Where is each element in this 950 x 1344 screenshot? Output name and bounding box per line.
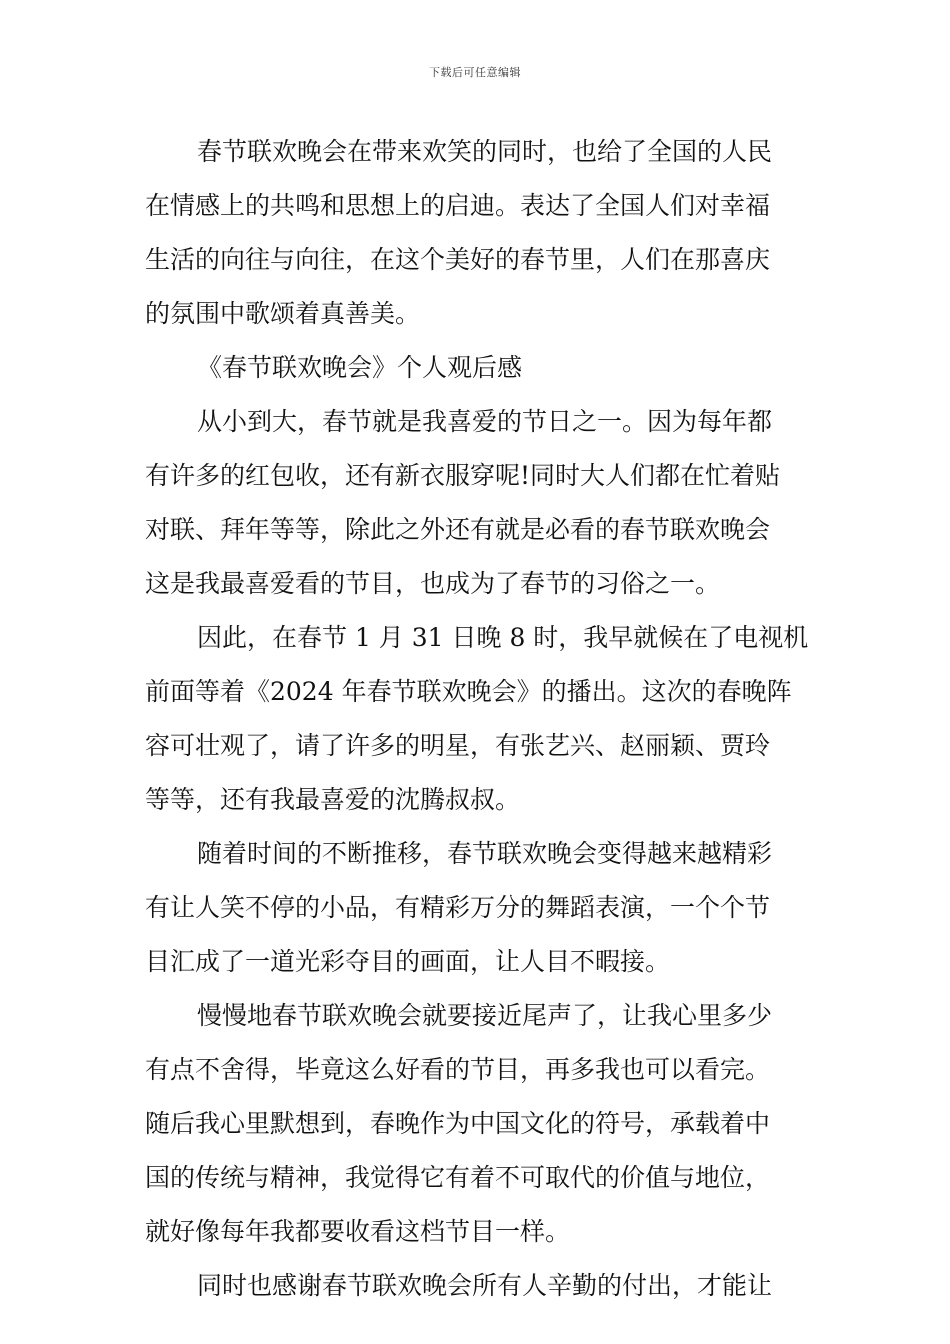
paragraph-line: 就好像每年我都要收看这档节目一样。 — [145, 1217, 571, 1246]
paragraph-line: 同时也感谢春节联欢晚会所有人辛勤的付出，才能让 — [197, 1271, 773, 1300]
paragraph-line: 前面等着《2024 年春节联欢晚会》的播出。这次的春晚阵 — [145, 677, 792, 706]
paragraph-line: 随着时间的不断推移，春节联欢晚会变得越来越精彩 — [197, 839, 773, 868]
paragraph-line: 目汇成了一道光彩夺目的画面，让人目不暇接。 — [145, 947, 671, 976]
paragraph-line: 有许多的红包收，还有新衣服穿呢!同时大人们都在忙着贴 — [145, 461, 781, 490]
paragraph-line: 从小到大，春节就是我喜爱的节日之一。因为每年都 — [197, 407, 773, 436]
paragraph-line: 等等，还有我最喜爱的沈腾叔叔。 — [145, 785, 521, 814]
paragraph-line: 有让人笑不停的小品，有精彩万分的舞蹈表演，一个个节 — [145, 893, 771, 922]
paragraph-line: 在情感上的共鸣和思想上的启迪。表达了全国人们对幸福 — [145, 191, 771, 220]
paragraph-line: 因此，在春节 1 月 31 日晚 8 时，我早就候在了电视机 — [197, 623, 809, 652]
paragraph-line: 的氛围中歌颂着真善美。 — [145, 299, 421, 328]
section-title: 《春节联欢晚会》个人观后感 — [197, 353, 523, 382]
paragraph-line: 这是我最喜爱看的节目，也成为了春节的习俗之一。 — [145, 569, 721, 598]
document-body — [145, 125, 815, 1313]
header-note: 下载后可任意编辑 — [429, 66, 521, 79]
paragraph-line: 对联、拜年等等，除此之外还有就是必看的春节联欢晚会 — [145, 515, 771, 544]
paragraph-line: 随后我心里默想到，春晚作为中国文化的符号，承载着中 — [145, 1109, 771, 1138]
paragraph-line: 国的传统与精神，我觉得它有着不可取代的价值与地位， — [145, 1163, 771, 1192]
paragraph-line: 生活的向往与向往，在这个美好的春节里，人们在那喜庆 — [145, 245, 771, 274]
paragraph-line: 有点不舍得，毕竟这么好看的节目，再多我也可以看完。 — [145, 1055, 771, 1084]
paragraph-line: 慢慢地春节联欢晚会就要接近尾声了，让我心里多少 — [197, 1001, 773, 1030]
paragraph-line: 容可壮观了，请了许多的明星，有张艺兴、赵丽颖、贾玲 — [145, 731, 771, 760]
paragraph-line: 春节联欢晚会在带来欢笑的同时，也给了全国的人民 — [197, 137, 773, 166]
